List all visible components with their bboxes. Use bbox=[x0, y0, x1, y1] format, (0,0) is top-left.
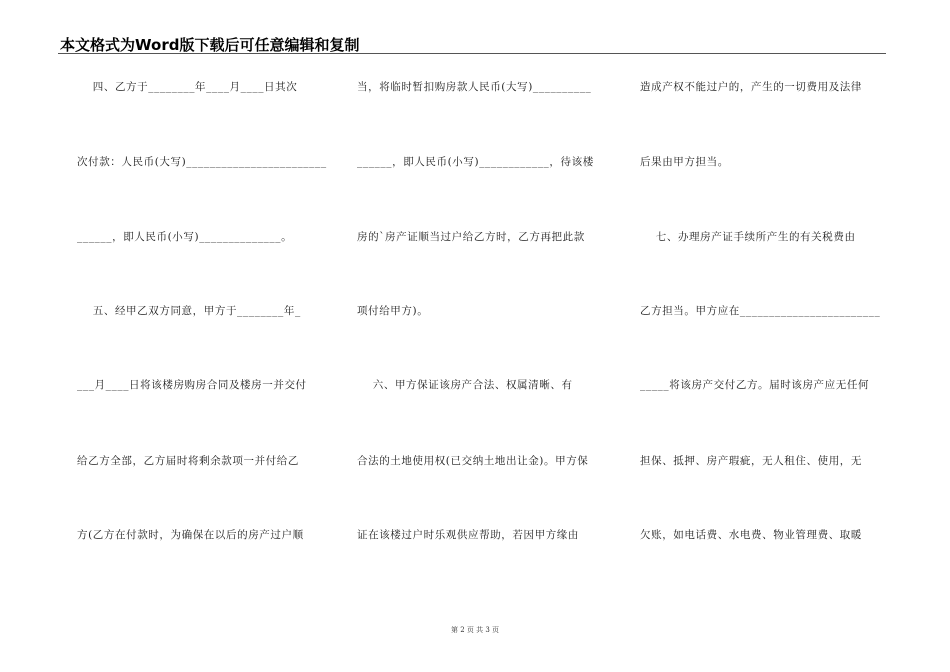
text-line: 次付款：人民币(大写)________________________ bbox=[77, 156, 327, 168]
text-line: 欠账，如电话费、水电费、物业管理费、取暖 bbox=[640, 529, 862, 541]
text-line: 证在该楼过户时乐观供应帮助，若因甲方缘由 bbox=[357, 529, 579, 541]
page-number-footer: 第 2 页 共 3 页 bbox=[450, 626, 500, 634]
text-line: ___月____日将该楼房购房合同及楼房一并交付 bbox=[77, 379, 307, 391]
text-line: 合法的土地使用权(已交纳土地出让金)。甲方保 bbox=[357, 455, 589, 467]
document-header-title: 本文格式为Word版下载后可任意编辑和复制 bbox=[60, 36, 360, 54]
text-line: 后果由甲方担当。 bbox=[640, 156, 729, 168]
text-line: 方(乙方在付款时，为确保在以后的房产过户顺 bbox=[77, 529, 304, 541]
text-line: 项付给甲方)。 bbox=[357, 305, 429, 317]
text-line: 五、经甲乙双方同意，甲方于________年_ bbox=[77, 305, 301, 317]
text-line: 造成产权不能过户的，产生的一切费用及法律 bbox=[640, 81, 862, 93]
text-line: 担保、抵押、房产瑕疵，无人租住、使用，无 bbox=[640, 455, 862, 467]
header-divider bbox=[58, 53, 886, 54]
text-line: ______，即人民币(小写)______________。 bbox=[77, 231, 293, 243]
text-line: 房的`房产证顺当过户给乙方时，乙方再把此款 bbox=[357, 231, 585, 243]
text-line: 七、办理房产证手续所产生的有关税费由 bbox=[640, 231, 856, 243]
text-line: _____将该房产交付乙方。届时该房产应无任何 bbox=[640, 379, 870, 391]
text-line: 给乙方全部，乙方届时将剩余款项一并付给乙 bbox=[77, 455, 299, 467]
text-line: 六、甲方保证该房产合法、权属清晰、有 bbox=[357, 379, 573, 391]
text-line: 四、乙方于________年____月____日其次 bbox=[77, 81, 298, 93]
text-line: ______，即人民币(小写)____________，待该楼 bbox=[357, 156, 594, 168]
text-line: 当，将临时暂扣购房款人民币(大写)__________ bbox=[357, 81, 592, 93]
text-line: 乙方担当。甲方应在________________________ bbox=[640, 305, 881, 317]
